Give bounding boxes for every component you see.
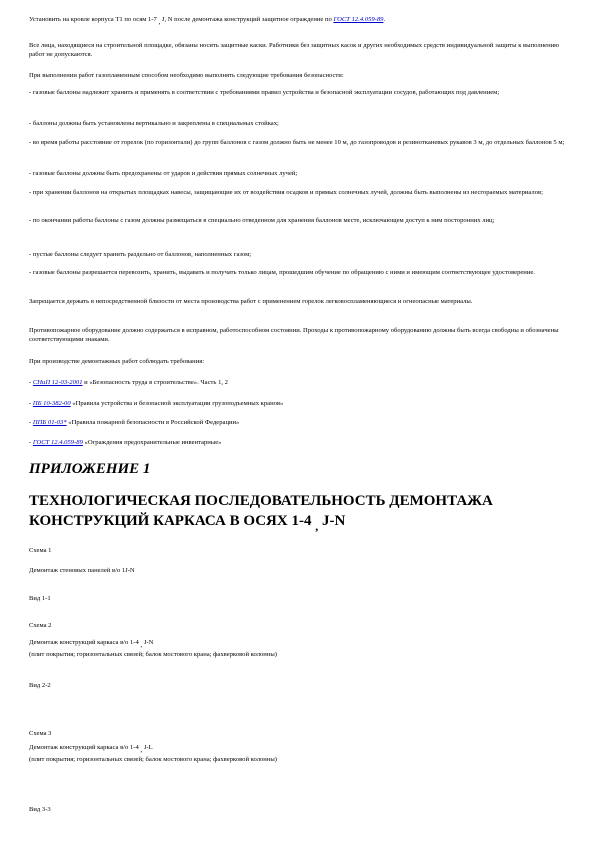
scheme-1-title: Схема 1 (29, 547, 52, 554)
paragraph-flammables: Запрещается держать в непосредственной близости от места производства работ с применением горелок легковоспламеняющиеся и огнеопасные материалы. (29, 298, 473, 305)
paragraph-distance: - во время работы расстояние от горелок (по горизонтали) до групп баллонов с газом должно быть не менее 10 м, до газопроводов и резинотканевых рукавов 3 м, до отдельных баллонов 5 м; (29, 139, 565, 146)
scheme-2-title: Схема 2 (29, 622, 52, 629)
paragraph-gas-intro: При выполнении работ газопламенным способом необходимо выполнять следующие требования безопасности: (29, 72, 344, 79)
paragraph-requirements: При производстве демонтажных работ соблюдать требования: (29, 358, 205, 365)
paragraph-cylinders-vertical: - баллоны должны быть установлены вертикально и закреплены в специальных стойках; (29, 120, 279, 127)
ref-item: - СНиП 12-03-2001 и «Безопасность труда в строительстве». Часть 1, 2 (29, 379, 228, 386)
link-snip-12-03-2001[interactable]: СНиП 12-03-2001 (32, 379, 83, 386)
link-pb-10-382-00[interactable]: ПБ 10-382-00 (32, 400, 71, 407)
appendix-title: ПРИЛОЖЕНИЕ 1 (29, 461, 151, 477)
ref-item: - ГОСТ 12.4.059-89 «Ограждения предохранительные инвентарные» (29, 439, 222, 446)
section-title: ТЕХНОЛОГИЧЕСКАЯ ПОСЛЕДОВАТЕЛЬНОСТЬ ДЕМОНТАЖА КОНСТРУКЦИЙ КАРКАСА В ОСЯХ 1-4 $_,$ J-N (29, 493, 493, 533)
paragraph-cylinders-storage: - газовые баллоны надлежит хранить и применять в соответствии с требованиями правил устройства и безопасной эксплуатации сосудов, работающих под давлением; (29, 89, 500, 96)
scheme-2-view: Вид 2-2 (29, 682, 51, 689)
link-ppb-01-03[interactable]: ППБ 01-03* (32, 419, 67, 426)
link-gost-12-4-059-89[interactable]: ГОСТ 12.4.059-89 (333, 16, 384, 23)
paragraph-fire-equipment: Противопожарное оборудование должно содержаться в исправном, работоспособном состоянии. Проходы к противопожарному оборудованию должны быть всегда свободны и обозначены соответствующими знаками. (29, 327, 559, 344)
scheme-1-desc: Демонтаж стеновых панелей в/о 1J-N (29, 567, 135, 574)
paragraph-after-work: - по окончании работы баллоны с газом должны размещаться в специально отведенном для хранения баллонов месте, исключающем доступ к ним посторонних лиц; (29, 217, 495, 224)
paragraph-protection: - газовые баллоны должны быть предохранены от ударов и действия прямых солнечных лучей; (29, 170, 298, 177)
scheme-3-title: Схема 3 (29, 730, 52, 737)
link-gost-12-4-059-89-ref[interactable]: ГОСТ 12.4.059-89 (32, 439, 83, 446)
paragraph-helmets: Все лица, находящиеся на строительной площадке, обязаны носить защитные каски. Работники без защитных касок и других необходимых средств индивидуальной защиты к выполнению работ не допускаются. (29, 42, 560, 59)
ref-item: - ПБ 10-382-00 «Правила устройства и безопасной эксплуатации грузоподъемных кранов» (29, 400, 284, 407)
paragraph-canopies: - при хранении баллонов на открытых площадках навесы, защищающие их от воздействия осадков и прямых солнечных лучей, должны быть выполнены из несгораемых материалов; (29, 189, 543, 196)
scheme-2-desc: Демонтаж конструкций каркаса в/о 1-4 , J-N (плит покрытия; горизонтальных связей; балок мостового крана; фахверковой колонны) (29, 639, 277, 659)
scheme-1-view: Вид 1-1 (29, 595, 51, 602)
scheme-3-view: Вид 3-3 (29, 806, 51, 813)
paragraph-transport: - газовые баллоны разрешается перевозить, хранить, выдавать и получать только лицам, прошедшим обучение по обращению с ними и имеющим соответствующее удостоверение. (29, 269, 535, 276)
paragraph-empty-cylinders: - пустые баллоны следует хранить раздельно от баллонов, наполненных газом; (29, 251, 252, 258)
ref-item: - ППБ 01-03* «Правила пожарной безопасности в Российской Федерации» (29, 419, 240, 426)
paragraph-fence: Установить на кровле корпуса Т1 по осям 1-7 , J, N после демонтажа конструкций защитное ограждение по ГОСТ 12.4.059-89. (29, 16, 386, 26)
scheme-3-desc: Демонтаж конструкций каркаса в/о 1-4 , J-L (плит покрытия; горизонтальных связей; балок мостового крана; фахверковой колонны) (29, 744, 277, 764)
